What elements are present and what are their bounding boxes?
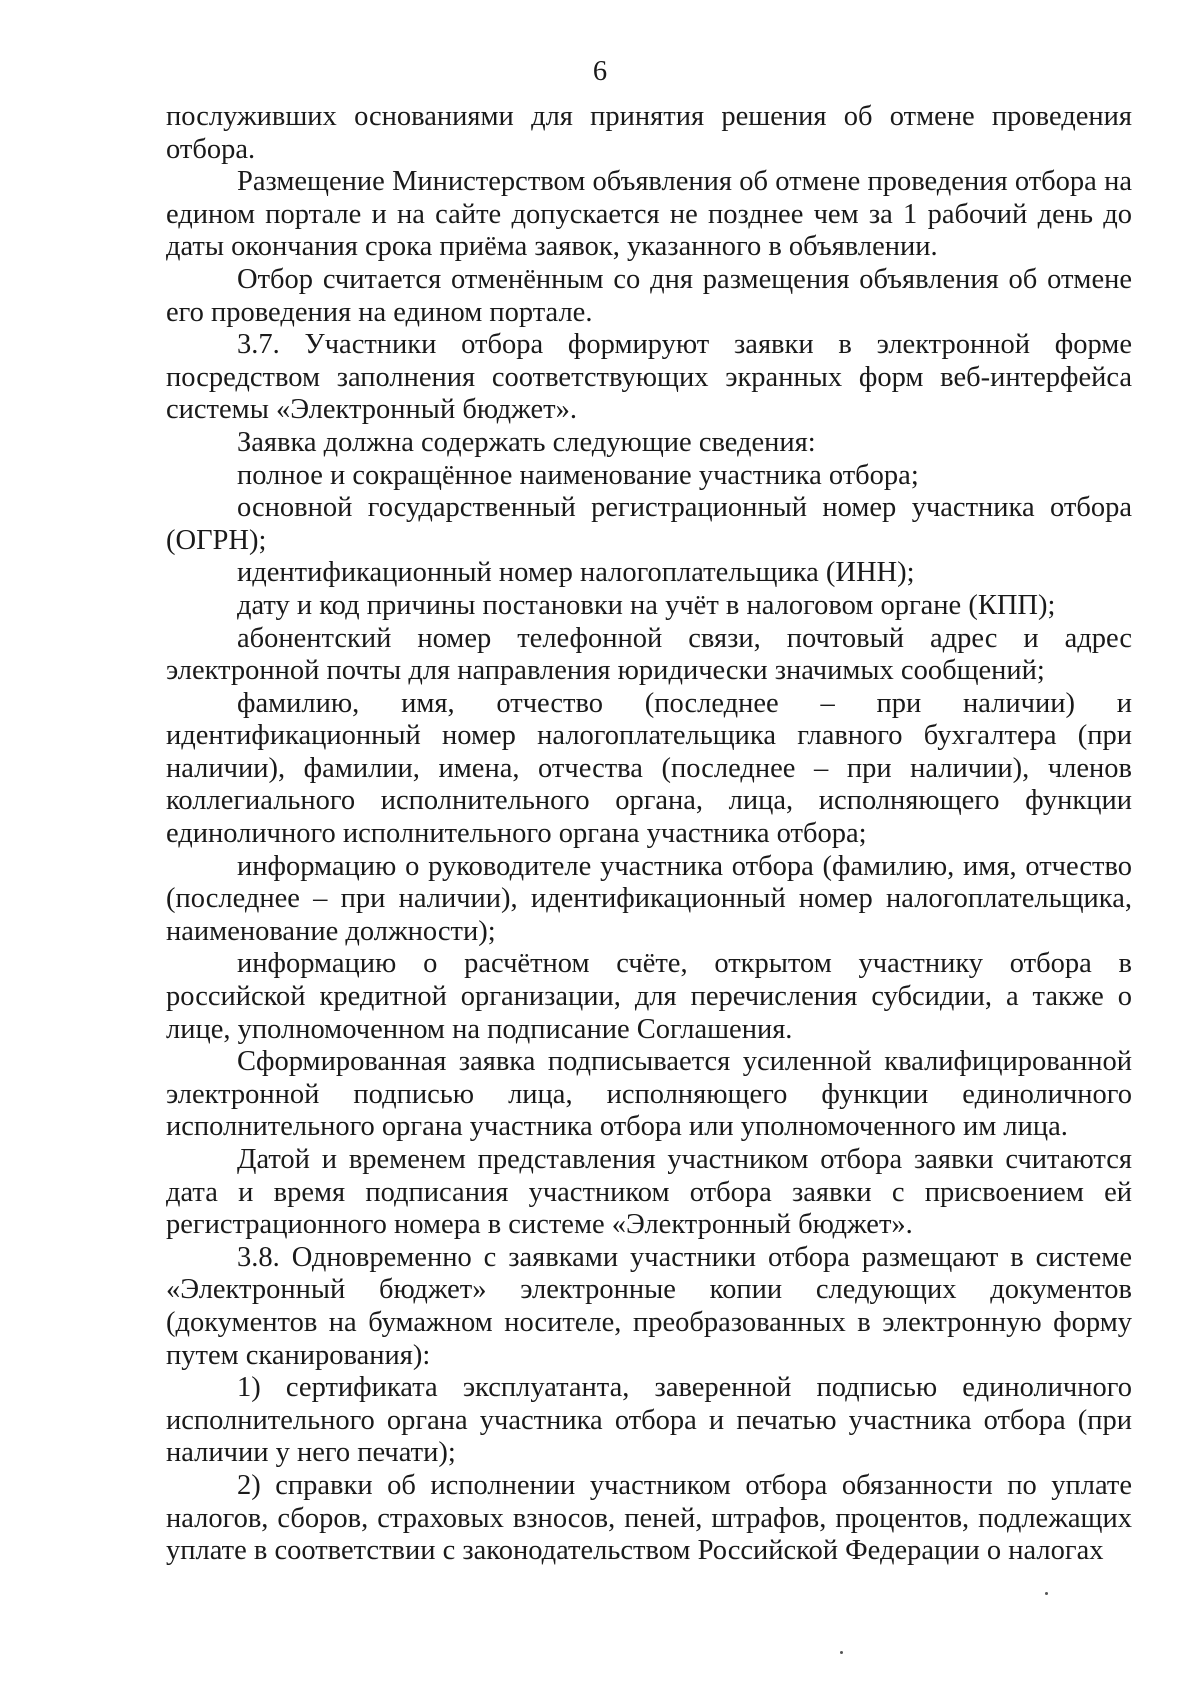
paragraph-application-contents: Заявка должна содержать следующие сведения: xyxy=(237,426,816,458)
list-item-bank-account: информацию о расчётном счёте, открытом участнику отбора в российской кредитной организации, для перечисления субсидии, а также о лице, уполномоченном на подписание Соглашения. xyxy=(166,948,1132,1045)
list-item-full-name: полное и сокращённое наименование участника отбора; xyxy=(237,459,919,491)
paragraph-submission-date: Датой и временем представления участником отбора заявки считаются дата и время подписания участником отбора заявки с присвоением ей регистрационного номера в системе «Электронный бюджет». xyxy=(166,1144,1132,1241)
list-item-head-info: информацию о руководителе участника отбора (фамилию, имя, отчество (последнее – при наличии), идентификационный номер налогоплательщика, наименование должности); xyxy=(166,850,1132,947)
paragraph-section-3-8: 3.8. Одновременно с заявками участники отбора размещают в системе «Электронный бюджет» электронные копии следующих документов (документов на бумажном носителе, преобразованных в электронную форму путем сканирования): xyxy=(166,1241,1132,1371)
list-item-contacts: абонентский номер телефонной связи, почтовый адрес и адрес электронной почты для направления юридически значимых сообщений; xyxy=(166,622,1132,687)
paragraph-signature: Сформированная заявка подписывается усиленной квалифицированной электронной подписью лица, исполняющего функции единоличного исполнительного органа участника отбора или уполномоченного им лица. xyxy=(166,1046,1132,1143)
list-item-tax-certificate: 2) справки об исполнении участником отбора обязанности по уплате налогов, сборов, страховых взносов, пеней, штрафов, процентов, подлежащих уплате в соответствии с законодательством Российской Федерации о налогах xyxy=(166,1469,1132,1567)
list-item-kpp: дату и код причины постановки на учёт в налоговом органе (КПП); xyxy=(237,589,1056,621)
document-body xyxy=(166,101,1132,1568)
list-item-accountant-and-board: фамилию, имя, отчество (последнее – при наличии) и идентификационный номер налогоплательщика главного бухгалтера (при наличии), фамилии, имена, отчества (последнее – при наличии), членов коллегиального исполнительного органа, лица, исполняющего функции единоличного исполнительного органа участника отбора; xyxy=(166,687,1132,850)
list-item-operator-certificate: 1) сертификата эксплуатанта, заверенной подписью единоличного исполнительного органа участника отбора и печатью участника отбора (при наличии у него печати); xyxy=(166,1372,1132,1469)
scan-speck xyxy=(1045,1592,1048,1595)
paragraph-cancellation-publication: Размещение Министерством объявления об отмене проведения отбора на едином портале и на сайте допускается не позднее чем за 1 рабочий день до даты окончания срока приёма заявок, указанного в объявлении. xyxy=(166,166,1132,263)
list-item-ogrn: основной государственный регистрационный номер участника отбора (ОГРН); xyxy=(166,492,1132,556)
paragraph-continuation: послуживших основаниями для принятия решения об отмене проведения отбора. xyxy=(166,101,1132,165)
list-item-inn: идентификационный номер налогоплательщика (ИНН); xyxy=(237,557,915,589)
page-number: 6 xyxy=(592,56,608,87)
scan-speck xyxy=(840,1651,843,1654)
paragraph-section-3-7: 3.7. Участники отбора формируют заявки в электронной форме посредством заполнения соответствующих экранных форм веб-интерфейса системы «Электронный бюджет». xyxy=(166,329,1132,426)
paragraph-cancellation-effective: Отбор считается отменённым со дня размещения объявления об отмене его проведения на едином портале. xyxy=(166,263,1132,328)
